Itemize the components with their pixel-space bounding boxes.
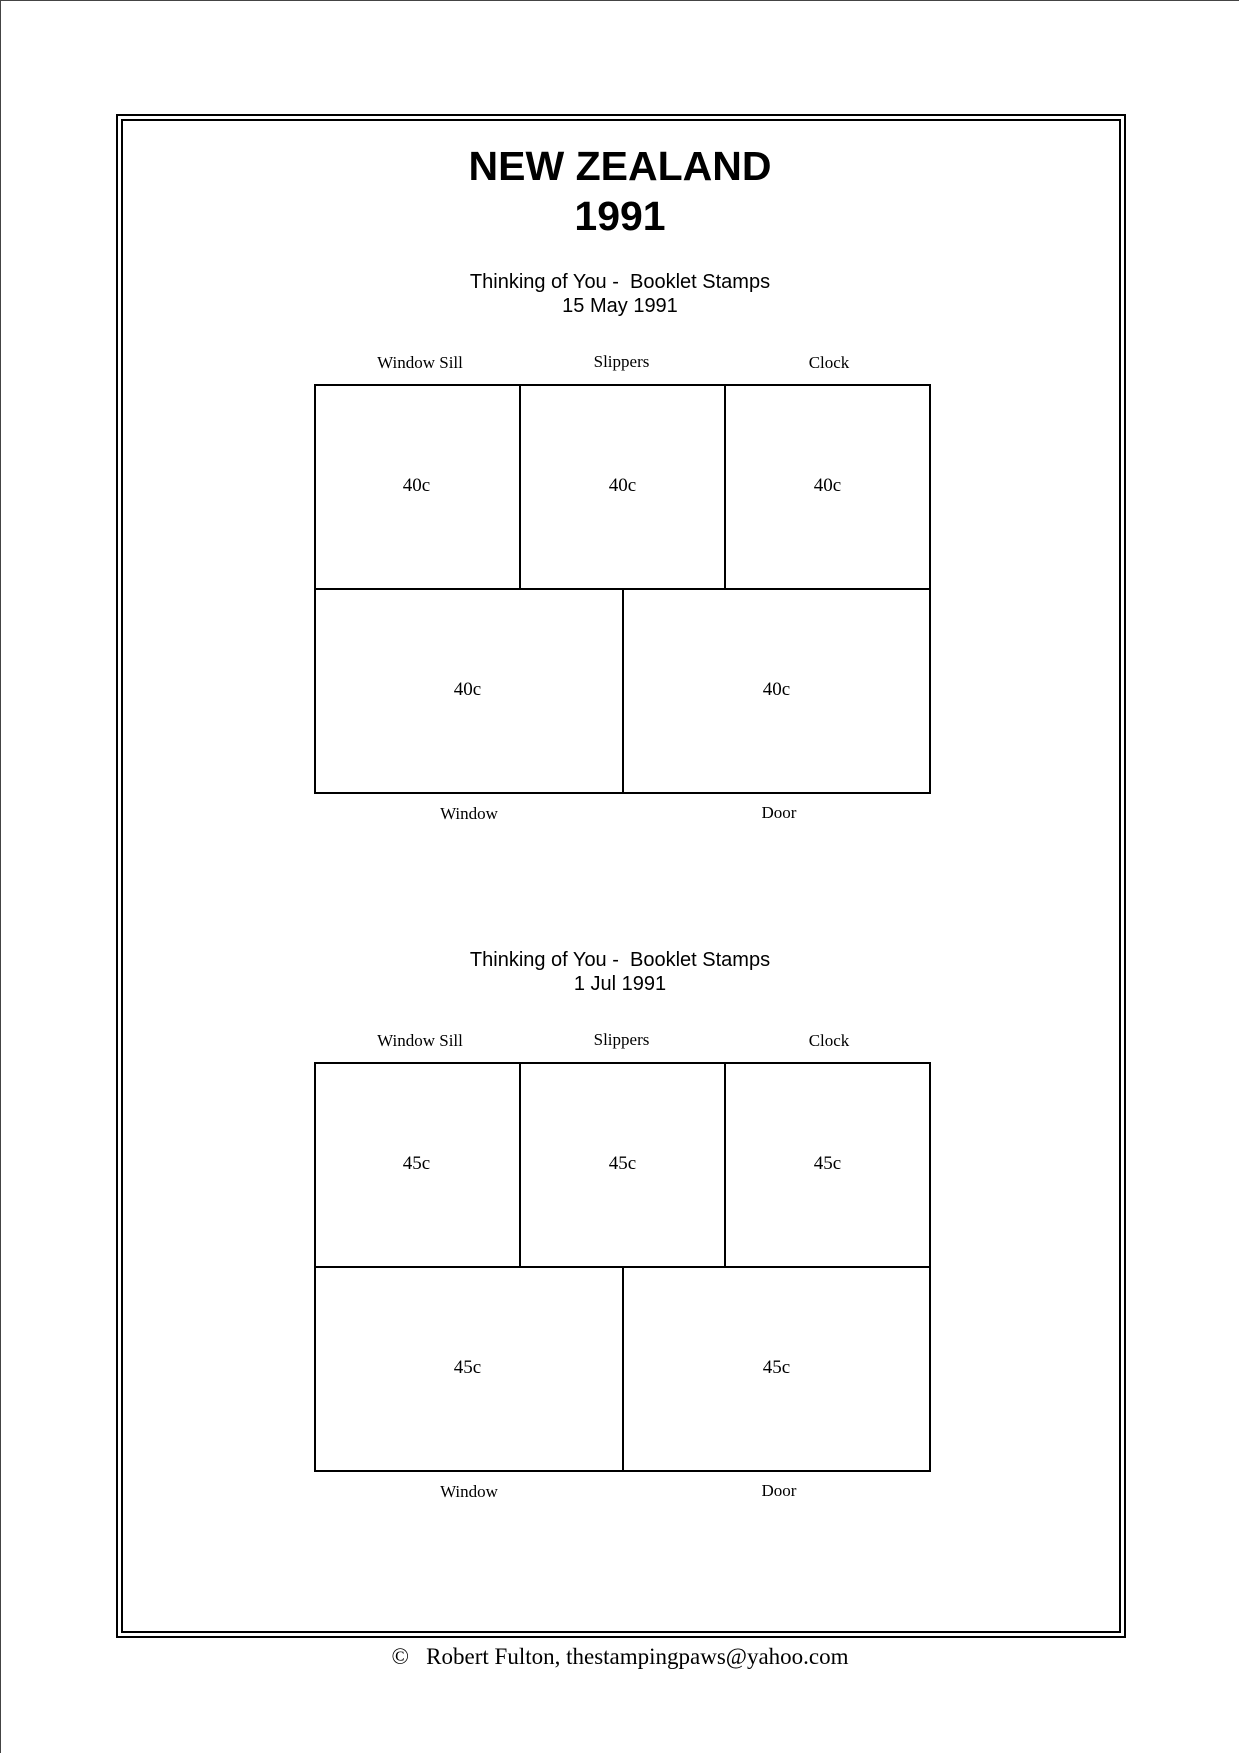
section-date: 15 May 1991 [562,295,678,317]
section-title: Thinking of You - Booklet Stamps [469,271,771,293]
stamp-value: 45c [813,1153,842,1174]
stamp-label-window: Window [440,804,498,823]
stamp-label-door: Door [761,1481,797,1500]
stamp-value: 40c [762,679,791,700]
stamp-label-clock: Clock [808,1031,850,1050]
page-title: NEW ZEALAND [468,143,772,189]
stamp-label-slippers: Slippers [593,1030,650,1049]
stamp-box-clock [724,384,931,590]
stamp-box-slippers [519,384,726,590]
stamp-value: 40c [453,679,482,700]
stamp-label-clock: Clock [808,353,850,372]
stamp-label-window-sill: Window Sill [377,353,463,372]
stamp-box-window-sill [314,384,521,590]
stamp-box-door [622,588,931,794]
stamp-value: 45c [453,1357,482,1378]
stamp-label-window-sill: Window Sill [377,1031,463,1050]
stamp-label-door: Door [761,803,797,822]
section-date: 1 Jul 1991 [573,973,667,995]
stamp-value: 40c [402,475,431,496]
stamp-value: 45c [762,1357,791,1378]
stamp-box-clock [724,1062,931,1268]
copyright-footer: © Robert Fulton, thestampingpaws@yahoo.com [391,1644,849,1669]
page-year: 1991 [574,193,666,239]
stamp-value: 45c [402,1153,431,1174]
stamp-box-slippers [519,1062,726,1268]
stamp-box-window-sill [314,1062,521,1268]
stamp-box-door [622,1266,931,1472]
stamp-box-window [314,1266,624,1472]
section-title: Thinking of You - Booklet Stamps [469,949,771,971]
stamp-value: 45c [608,1153,637,1174]
stamp-value: 40c [813,475,842,496]
stamp-label-window: Window [440,1482,498,1501]
stamp-label-slippers: Slippers [593,352,650,371]
stamp-box-window [314,588,624,794]
stamp-value: 40c [608,475,637,496]
